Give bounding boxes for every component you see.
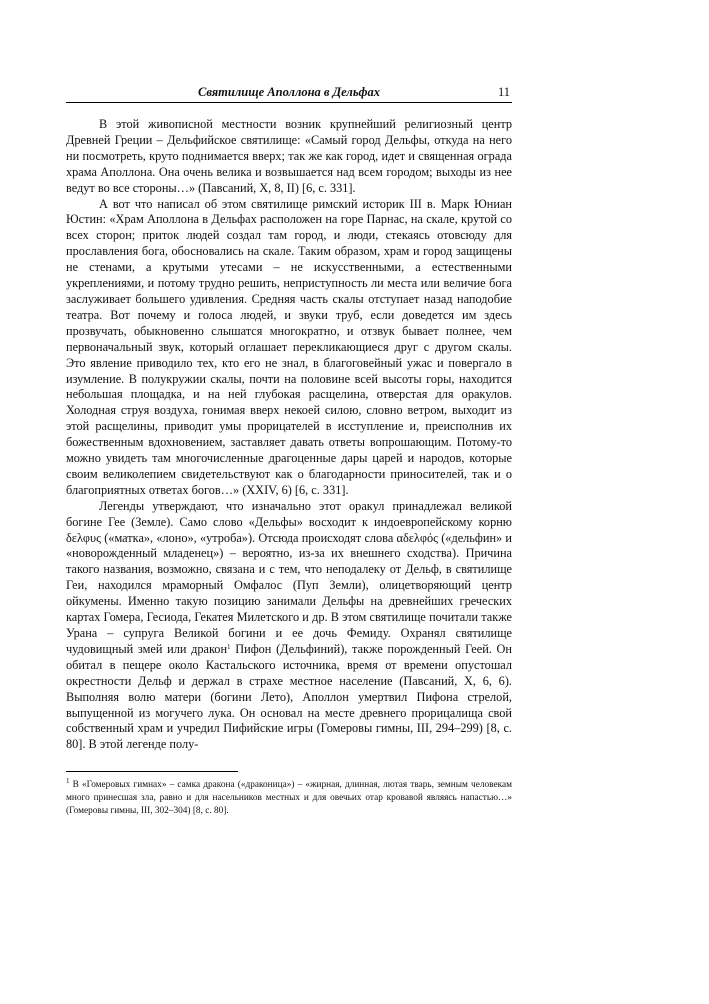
paragraph-3 xyxy=(66,499,512,754)
footnote-separator xyxy=(66,771,238,772)
footnote xyxy=(66,779,512,818)
footnote-1 xyxy=(66,779,512,818)
paragraph-3-text-a: Легенды утверждают, что изначально этот оракул принадлежал великой богине Гее (Земле). Само слово «Дельфы» восходит к индоевропейскому корню δελφυς («матка», «лоно», «утроба»). Отсюда происходят слова αδελφός («дельфин» и «новорожденный младенец») – вероятно, из-за их внешнего сходства). Причина такого названия, возможно, связана и с тем, что неподалеку от Дельф, в святилище Геи, находился мраморный Омфалос (Пуп Земли), олицетворяющий центр ойкумены. Именно такую позицию занимали Дельфы на древнейших греческих картах Гомера, Гесиода, Гекатея Милетского и др. В этом святилище почитали также Урана – супруга Великой богини и ее дочь Фемиду. Охранял святилище чудовищный змей или дракон xyxy=(66,498,512,656)
running-title: Святилище Аполлона в Дельфах xyxy=(197,85,380,99)
main-text xyxy=(66,117,512,753)
paragraph-1: В этой живописной местности возник крупнейший религиозный центр Древней Греции – Дельфийское святилище: «Самый город Дельфы, откуда на него ни посмотреть, круто поднимается вверх; так же как город, идет и священная ограда храма Аполлона. Она очень велика и возвышается над всем городом; выходы из нее ведут во все стороны…» (Павсаний, X, 8, II) [6, с. 331]. xyxy=(66,117,512,195)
footnote-text: В «Гомеровых гимнах» – самка дракона («драконица») – «жирная, длинная, лютая тварь, земным человекам много принесшая зла, равно и для насельников местных и для овечьих отар кровавой являясь напастью…» (Гомеровы гимны, III, 302–304) [8, с. 80]. xyxy=(66,780,512,816)
page-number: 11 xyxy=(497,85,510,99)
paragraph-3-text-b: Пифон (Дельфиний), также порожденный Геей. Он обитал в пещере около Кастальского источника, время от времени опустошал окрестности Дельф и держал в страхе местное население (Павсаний, X, 6, 6). Выполняя волю матери (богини Лето), Аполлон умертвил Пифона стрелой, выпущенной из могучего лука. Он основал на месте древнего прорицалища свой собственный храм и учредил Пифийские игры (Гомеровы гимны, III, 294–299) [8, с. 80]. В этой легенде полу- xyxy=(66,641,512,752)
running-header xyxy=(66,84,512,103)
footnote-marker: 1 xyxy=(66,777,70,785)
paragraph-2: А вот что написал об этом святилище римский историк III в. Марк Юниан Юстин: «Храм Аполлона в Дельфах расположен на горе Парнас, на скале, крутой со всех сторон; приток людей создал там город, и люди, стекаясь отовсюду для прославления бога, обосновались на скале. Таким образом, храм и город защищены не стенами, а крутыми утесами – не искусственными, а естественными укреплениями, и потому трудно решить, неприступность ли места или величие бога заслуживает большего удивления. Средняя часть скалы отступает назад наподобие театра. Вот почему и голоса людей, и звуки труб, если доведется им здесь прозвучать, обыкновенно слышатся многократно, и отзвук бывает полнее, чем первоначальный звук, который оглашает перекликающиеся друг с другом скалы. Это явление приводило тех, кто его не знал, в благоговейный ужас и повергало в изумление. В полукружии скалы, почти на половине всей высоты горы, находится небольшая площадка, и на ней глубокая расщелина, отверстая для оракулов. Холодная струя воздуха, гонимая вверх некоей силою, словно ветром, выходит из этой расщелины, приводит умы прорицателей в исступление и, преисполнив их божественным вдохновением, заставляет давать ответы вопрошающим. Потому-то можно увидеть там многочисленные драгоценные дары царей и народов, которые своим великолепием свидетельствуют как о благодарности приносителей, так и о благоприятных ответах богов…» (XXIV, 6) [6, с. 331]. xyxy=(66,196,512,497)
footnote-reference: 1 xyxy=(227,642,231,651)
